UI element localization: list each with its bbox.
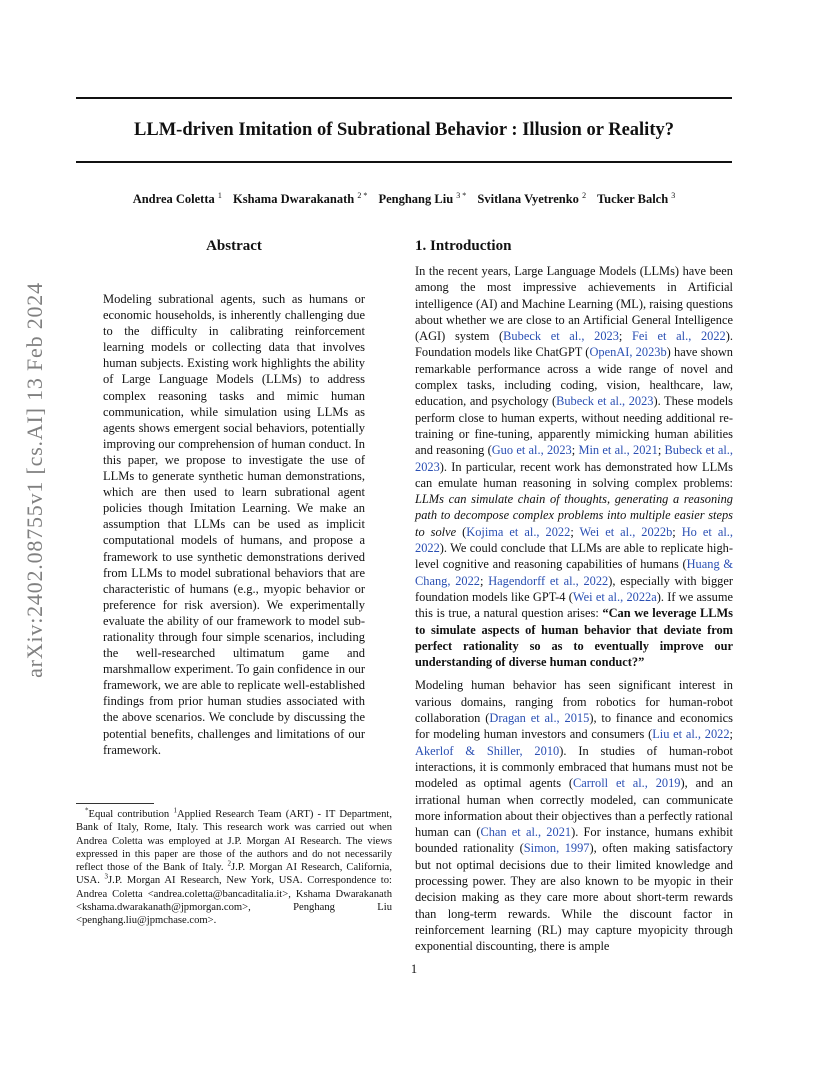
paragraph-text: ). These models perform close to human experts, without needing additional re-training or fine-tuning, apparently mimicking human abilities and reasoning (: [415, 394, 733, 458]
paragraph-text: Modeling human behavior has seen significant interest in various domains, ranging from robotics for human-robot collaboration (: [415, 678, 733, 726]
citation-link[interactable]: Carroll et al., 2019: [573, 776, 681, 791]
paragraph-text: ;: [480, 573, 489, 588]
bold-question: “Can we leverage LLMs to simulate aspects of human behavior that deviate from perfect rationality so as to eventually improve our understanding of diverse human conduct?”: [415, 606, 733, 670]
author-name: Penghang Liu: [378, 192, 454, 206]
paragraph-text: ;: [657, 443, 665, 458]
citation-link[interactable]: Huang & Chang, 2022: [415, 557, 733, 588]
paragraph-text: ), to finance and economics for modeling human investors and consumers (: [415, 711, 733, 742]
paper-title: LLM-driven Imitation of Subrational Behavior : Illusion or Reality?: [134, 120, 674, 140]
footnote-equal-contribution: Equal contribution: [88, 809, 174, 820]
paragraph-text: ;: [570, 524, 580, 539]
citation-link[interactable]: Dragan et al., 2015: [489, 711, 590, 726]
arxiv-side-label: arXiv:2402.08755v1 [cs.AI] 13 Feb 2024: [22, 282, 47, 678]
author-affiliation-mark: 2: [582, 190, 587, 200]
paragraph-text: (: [456, 524, 467, 539]
paragraph-text: ). We could conclude that LLMs are able to replicate high-level cognitive and reasoning capabilities of humans (: [415, 541, 733, 572]
introduction-paragraph-2: [415, 677, 733, 954]
footnote-mark: 3: [104, 872, 109, 881]
introduction-heading: 1. Introduction: [415, 238, 512, 254]
author-list: [76, 190, 732, 208]
footnote-affiliation-2: J.P. Morgan AI Research, California, USA.: [76, 862, 392, 887]
abstract-text: Modeling subrational agents, such as humans or economic households, is inherently challenging due to the difficulty in calibrating reinforcement learning models or collecting data that involves human subjects. Existing work highlights the ability of Large Language Models (LLMs) to address complex reasoning tasks and mimic human communication, while simulation using LLMs as agents shows emergent social behaviors, potentially improving our comprehension of human conduct. In this paper, we propose to investigate the use of LLMs to generate synthetic human demonstrations, which are then used to learn subrational agent policies though Imitation Learning. We make an assumption that LLMs can be used as implicit computational models of humans, and propose a framework to use synthetic demonstrations derived from LLMs to model subrational behaviors that are characteristic of humans (e.g., myopic behavior or preference for risk aversion). We experimentally evaluate the ability of our framework to model sub-rationality through four simple scenarios, including the well-researched ultimatum game and marshmallow experiment. To gain confidence in our framework, we are able to replicate well-established findings from prior human studies associated with the above scenarios. We conclude by discussing the potential benefits, challenges and limitations of our framework.: [103, 292, 365, 757]
citation-link[interactable]: Chan et al., 2021: [480, 825, 572, 840]
author-name: Svitlana Vyetrenko: [477, 192, 579, 206]
introduction-paragraph-1: [415, 263, 733, 670]
footnote-rule: [76, 803, 154, 804]
citation-link[interactable]: Bubeck et al., 2023: [556, 394, 654, 409]
title-rule-top: [76, 97, 732, 99]
citation-link[interactable]: Akerlof & Shiller, 2010: [415, 743, 560, 758]
paragraph-text: In the recent years, Large Language Models (LLMs) have been among the most impressive achievements in Artificial intelligence (AI) and Machine Learning (ML), raising questions about whether we are close to an Artificial General Intelligence (AGI) system (: [415, 264, 733, 344]
paragraph-text: ;: [729, 727, 733, 742]
footnote: [76, 808, 392, 928]
author-affiliation-mark: 3: [671, 190, 676, 200]
paragraph-text: ). Foundation models like ChatGPT (: [415, 329, 733, 360]
citation-link[interactable]: Fei et al., 2022: [632, 329, 726, 344]
paragraph-text: ;: [618, 329, 633, 344]
author-affiliation-mark: 2 *: [357, 190, 368, 200]
footnote-affiliation-3: J.P. Morgan AI Research, New York, USA. Correspondence to: Andrea Coletta <andrea.coletta@bancaditalia.it>, Kshama Dwarakanath <kshama.dwarakanath@jpmorgan.com>, Penghang Liu <penghang.liu@jpmchase.com>.: [76, 875, 392, 927]
footnote-mark: 1: [173, 806, 177, 815]
citation-link[interactable]: Wei et al., 2022b: [579, 524, 673, 539]
footnote-affiliation-1: Applied Research Team (ART) - IT Department, Bank of Italy, Rome, Italy. This research work was carried out when Andrea Coletta was employed at J.P. Morgan AI Research. The views expressed in this paper are those of the authors and do not necessarily reflect those of the Bank of Italy.: [76, 809, 392, 874]
page-number: 1: [410, 962, 418, 976]
citation-link[interactable]: Wei et al., 2022a: [572, 589, 657, 604]
paragraph-text: ;: [672, 524, 682, 539]
citation-link[interactable]: Liu et al., 2022: [652, 727, 730, 742]
paragraph-text: ), and an irrational human when correctly modeled, can communicate more information about their objectives than a perfectly rational human can (: [415, 776, 733, 840]
introduction-body: [415, 263, 733, 954]
footnote-mark: *: [85, 806, 89, 815]
abstract-heading: Abstract: [206, 238, 262, 254]
citation-link[interactable]: Kojima et al., 2022: [466, 524, 571, 539]
author-affiliation-mark: 1: [217, 190, 222, 200]
citation-link[interactable]: Bubeck et al., 2023: [503, 329, 619, 344]
paragraph-text: ), especially with bigger foundation models like GPT-4 (: [415, 573, 734, 604]
paragraph-text: ;: [571, 443, 579, 458]
author-name: Kshama Dwarakanath: [233, 192, 355, 206]
paragraph-text: ), often making satisfactory but not optimal decisions due to their limited knowledge and processing power. They are also known to be myopic in their decision making as they care more about short-term rewards than long-term rewards. While the discount factor in reinforcement learning (RL) may capture myopicity through exponential discounting, there is ample: [415, 841, 734, 954]
paragraph-text: ). If we assume this is true, a natural question arises:: [415, 589, 733, 621]
citation-link[interactable]: Min et al., 2021: [578, 443, 658, 458]
paragraph-text: ) have shown remarkable performance across a wide range of novel and complex tasks, including coding, vision, healthcare, law, education, and psychology (: [415, 345, 733, 409]
author-name: Andrea Coletta: [132, 192, 215, 206]
citation-link[interactable]: Hagendorff et al., 2022: [488, 573, 609, 588]
citation-link[interactable]: Ho et al., 2022: [415, 524, 733, 556]
author-affiliation-mark: 3 *: [456, 190, 467, 200]
author-name: Tucker Balch: [596, 192, 669, 206]
citation-link[interactable]: Simon, 1997: [523, 841, 590, 856]
paragraph-text: ). In studies of human-robot interactions, it is commonly embraced that humans must not be modeled as optimal agents (: [415, 743, 733, 791]
footnote-mark: 2: [227, 859, 231, 868]
title-rule-bottom: [76, 161, 732, 163]
citation-link[interactable]: OpenAI, 2023b: [589, 345, 667, 360]
citation-link[interactable]: Guo et al., 2023: [491, 443, 572, 458]
citation-link[interactable]: Bubeck et al., 2023: [415, 443, 734, 474]
paragraph-text: ). For instance, humans exhibit bounded rationality (: [415, 825, 733, 856]
paragraph-text: ). In particular, recent work has demonstrated how LLMs can emulate human reasoning in solving complex problems:: [415, 459, 733, 490]
emphasized-text: LLMs can simulate chain of thoughts, generating a reasoning path to decompose complex problems into multiple easier steps to solve: [415, 492, 733, 539]
